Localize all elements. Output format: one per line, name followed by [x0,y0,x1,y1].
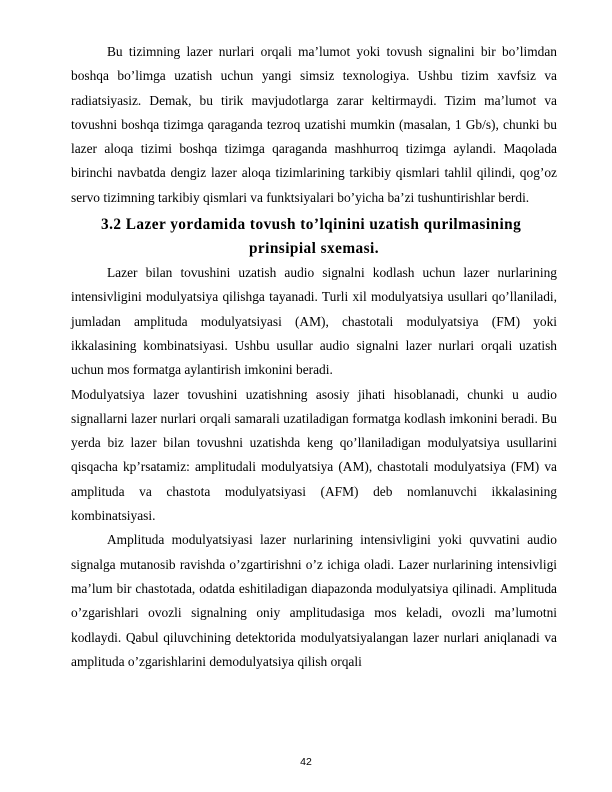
section-heading [71,213,557,261]
paragraph-intro: Bu tizimning lazer nurlari orqali ma’lumot yoki tovush signalini bir bo’limdan boshqa bo’limga uzatish uchun yangi simsiz texnologiya. Ushbu tizim xavfsiz va radiatsiyasiz. Demak, bu tirik mavjudotlarga zarar keltirmaydi. Tizim ma’lumot va tovushni boshqa tizimga qaraganda tezroq uzatishi mumkin (masalan, 1 Gb/s), chunki bu lazer aloqa tizimi boshqa tizimga qaraganda mashhurroq tizimga aylandi. Maqolada birinchi navbatda dengiz lazer aloqa tizimlarining tarkibiy qismlari tahlil qilindi, qog’oz servo tizimning tarkibiy qismlari va funktsiyalari bo’yicha ba’zi tushuntirishlar berdi. [71,44,557,205]
paragraph-lazer-bilan: Lazer bilan tovushini uzatish audio signalni kodlash uchun lazer nurlarining intensivligini modulyatsiya qilishga tayanadi. Turli xil modulyatsiya usullari qo’llaniladi, jumladan amplituda modulyatsiyasi (AM), chastotali modulyatsiya (FM) yoki ikkalasining kombinatsiyasi. Ushbu usullar audio signalni lazer nurlari orqali uzatish uchun mos formatga aylantirish imkonini beradi. [71,265,557,378]
section-heading-line1: 3.2 Lazer yordamida tovush to’lqinini uzatish qurilmasining [101,216,522,234]
document-page [71,40,557,674]
paragraph-amplituda: Amplituda modulyatsiyasi lazer nurlarining intensivligini yoki quvvatini audio signalga mutanosib ravishda o’zgartirishni o’z ichiga oladi. Lazer nurlarining intensivligi ma’lum bir chastotada, odatda eshitiladigan diapazonda modulyatsiya qilinadi. Amplituda o’zgarishlari ovozli signalning oniy amplitudasiga mos keladi, ovozli ma’lumotni kodlaydi. Qabul qiluvchining detektorida modulyatsiyalangan lazer nurlari aniqlanadi va amplituda o’zgarishlarini demodulyatsiya qilish orqali [71,532,557,669]
section-heading-line2: prinsipial sxemasi. [248,240,380,258]
paragraph-modulyatsiya: Modulyatsiya lazer tovushini uzatishning asosiy jihati hisoblanadi, chunki u audio signallarni lazer nurlari orqali samarali uzatiladigan formatga kodlash imkonini beradi. Bu yerda biz lazer bilan tovushni uzatishda keng qo’llaniladigan modulyatsiya usullarini qisqacha kp’rsatamiz: amplitudali modulyatsiya (AM), chastotali modulyatsiya (FM) va amplituda va chastota modulyatsiyasi (AFM) deb nomlanuvchi ikkalasining kombinatsiyasi. [71,386,557,524]
page-number: 42 [300,756,312,768]
